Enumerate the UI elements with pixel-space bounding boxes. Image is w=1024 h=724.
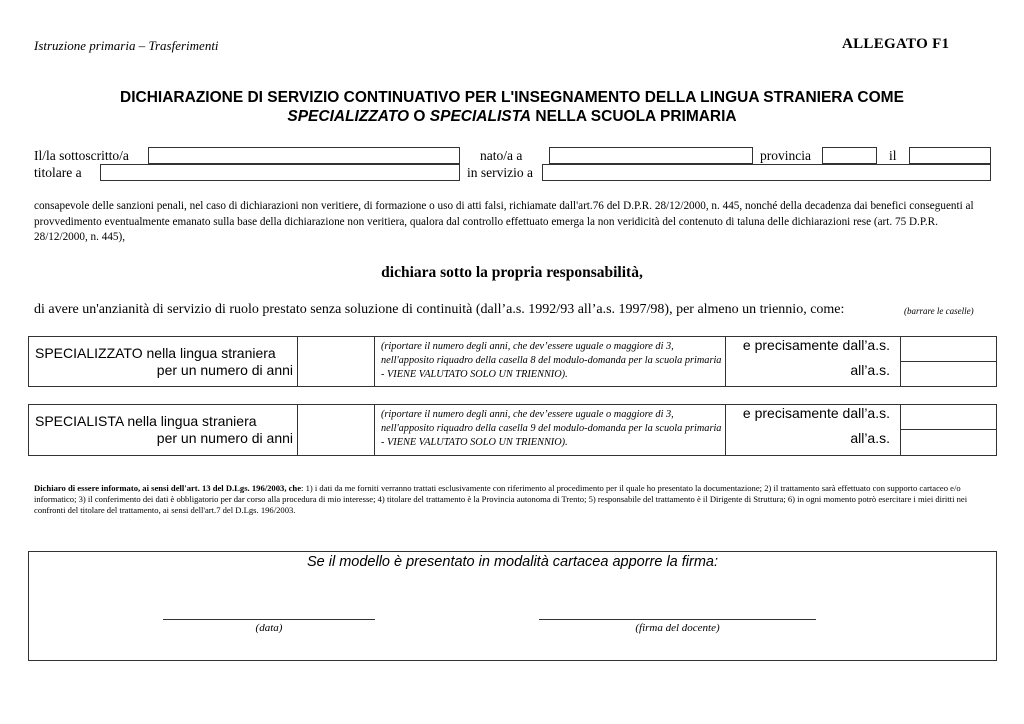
specializzato-anni-checkbox[interactable] [298,337,374,386]
nato-label: nato/a a [480,148,523,163]
nato-field[interactable] [549,147,753,164]
data-nascita-field[interactable] [909,147,991,164]
provincia-field[interactable] [822,147,877,164]
specializzato-note: (riportare il numero degli anni, che dev’essere uguale o maggiore di 3, nell'apposito riquadro della casella 8 del modulo-domanda per la scuola primaria - VIENE VALUTATO SOLO UN TRIENNIO). [381,341,722,380]
specializzato-group [28,336,997,387]
specialista-dal-label: e precisamente dall’a.s. [742,405,890,421]
specialista-anni-checkbox[interactable] [298,405,374,455]
titolare-field[interactable] [100,164,460,181]
titolare-label: titolare a [34,165,82,180]
privacy-notice [34,483,992,517]
title-specialista: SPECIALISTA [429,108,532,125]
firma-caption: (firma del docente) [635,622,720,634]
specialista-group [28,404,997,456]
title-scuola: NELLA SCUOLA PRIMARIA [531,108,737,125]
firma-signature-line[interactable] [539,619,816,620]
specializzato-dal-label: e precisamente dall’a.s. [742,337,890,353]
specialista-dal-field[interactable] [901,405,996,429]
specializzato-al-field[interactable] [901,362,996,386]
provincia-label: provincia [760,148,811,163]
header-left-text: Istruzione primaria – Trasferimenti [34,38,219,53]
il-label: il [889,148,897,163]
specializzato-label: SPECIALIZZATO nella lingua straniera [35,345,276,361]
document-title-line2 [0,108,1024,126]
specialista-al-field[interactable] [901,430,996,455]
data-caption: (data) [255,622,283,634]
title-o: O [409,108,430,125]
anzianita-text: di avere un'anzianità di servizio di ruolo prestato senza soluzione di continuità (dall’a.s. 1992/93 all’a.s. 1997/98), per almeno un triennio, come: [34,302,845,317]
specialista-label: SPECIALISTA nella lingua straniera [35,413,257,429]
signature-title: Se il modello è presentato in modalità cartacea apporre la firma: [306,554,719,570]
sottoscritto-label: Il/la sottoscritto/a [34,148,129,163]
document-title-line1: DICHIARAZIONE DI SERVIZIO CONTINUATIVO PER L'INSEGNAMENTO DELLA LINGUA STRANIERA COME [120,89,904,106]
data-signature-line[interactable] [163,619,375,620]
privacy-body-text: : 1) i dati da me forniti verranno trattati esclusivamente con riferimento al procedimento per il quale ho presentato la documentazione; 2) il trattamento sarà effettuato con supporto cartaceo e/o informatico; 3) il conferimento dei dati è obbligatorio per dar corso alla procedura di mio interesse; 4) titolare del trattamento è la Provincia autonoma di Trento; 5) responsabile del trattamento è il Dirigente di Struttura; 6) in ogni momento potrò esercitare i miei diritti nei confronti del titolare del trattamento, ai sensi dell'art.7 del D.Lgs. 196/2003. [34,483,968,516]
specialista-anni-label: per un numero di anni [156,430,293,446]
dichiara-heading: dichiara sotto la propria responsabilità, [381,264,643,281]
specialista-note: (riportare il numero degli anni, che dev’essere uguale o maggiore di 3, nell'apposito riquadro della casella 9 del modulo-domanda per la scuola primaria - VIENE VALUTATO SOLO UN TRIENNIO). [381,409,722,448]
barrare-note: (barrare le caselle) [904,306,974,316]
title-specializzato: SPECIALIZZATO [287,108,410,125]
specializzato-dal-field[interactable] [901,337,996,361]
consapevole-paragraph: consapevole delle sanzioni penali, nel caso di dichiarazioni non veritiere, di formazione o uso di atti falsi, richiamate dall'art.76 del D.P.R. 28/12/2000, n. 445, nonché della decadenza dai benefici conseguenti al provvedimento eventualmente emanato sulla base della dichiarazione non veritiera, qualora dal controllo effettuato emerga la non veridicità del contenuto di taluna delle dichiarazioni rese (art. 75 D.P.R. 28/12/2000, n. 445), [34,200,974,243]
privacy-bold-text: Dichiaro di essere informato, ai sensi dell'art. 13 del D.Lgs. 196/2003, che [34,483,302,493]
specializzato-al-label: all’a.s. [850,362,890,378]
sottoscritto-field[interactable] [148,147,460,164]
attachment-code: ALLEGATO F1 [842,36,950,52]
specialista-al-label: all’a.s. [850,430,890,446]
servizio-field[interactable] [542,164,991,181]
signature-box [28,551,997,661]
servizio-label: in servizio a [467,165,533,180]
specializzato-anni-label: per un numero di anni [156,362,293,378]
